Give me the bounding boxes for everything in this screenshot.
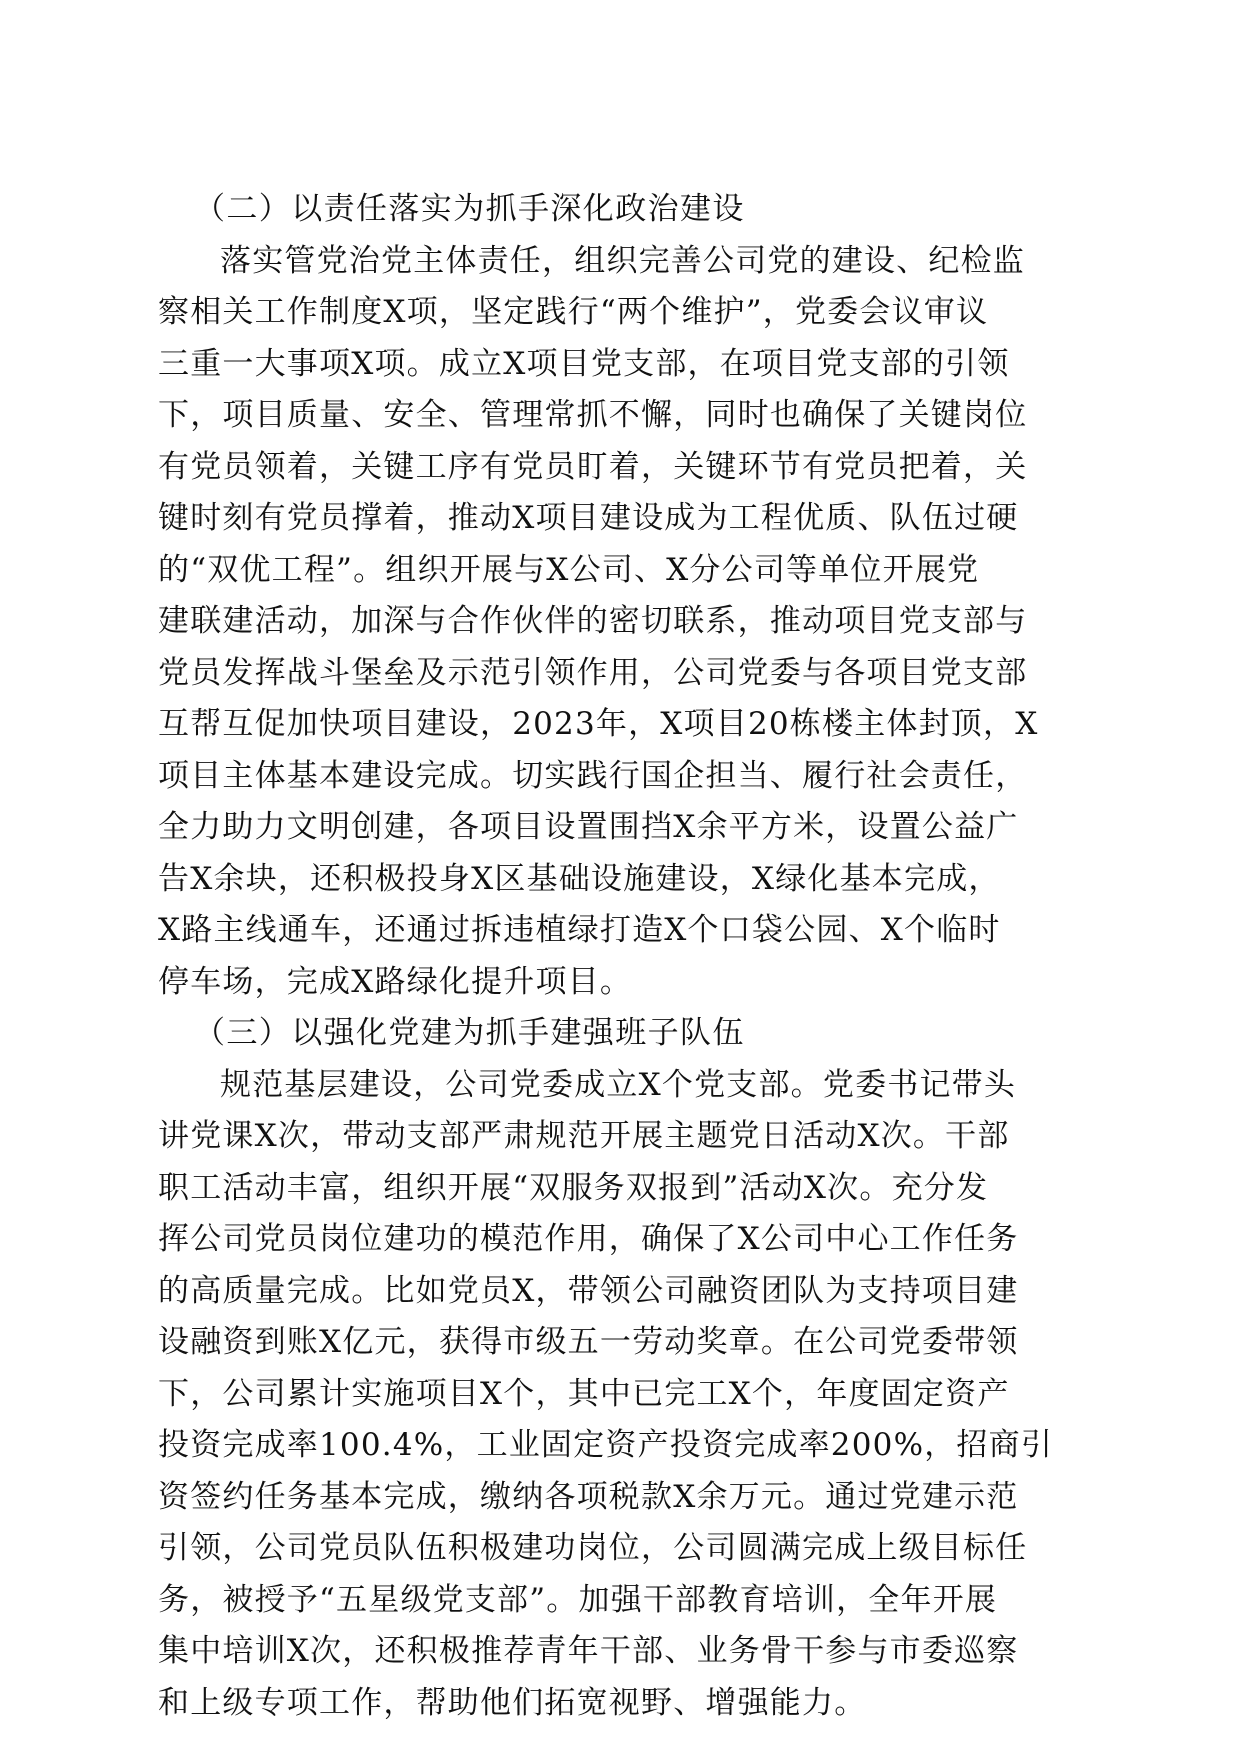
paragraph-line: 讲党课X次，带动支部严肃规范开展主题党日活动X次。干部	[158, 1118, 1010, 1154]
paragraph-line: 引领，公司党员队伍积极建功岗位，公司圆满完成上级目标任	[158, 1530, 1028, 1566]
paragraph-line: 挥公司党员岗位建功的模范作用，确保了X公司中心工作任务	[158, 1221, 1019, 1257]
paragraph-line: 集中培训X次，还积极推荐青年干部、业务骨干参与市委巡察	[158, 1633, 1019, 1669]
paragraph-line: 党员发挥战斗堡垒及示范引领作用，公司党委与各项目党支部	[158, 654, 1028, 691]
paragraph-line: 键时刻有党员撑着，推动X项目建设成为工程优质、队伍过硬	[158, 500, 1019, 536]
paragraph-line: 规范基层建设，公司党委成立X个党支部。党委书记带头	[220, 1066, 1017, 1103]
paragraph-line: 三重一大事项X项。成立X项目党支部，在项目党支部的引领	[158, 345, 1010, 382]
section-2-paragraph	[158, 236, 1078, 1009]
paragraph-line: 告X余块，还积极投身X区基础设施建设，X绿化基本完成，	[158, 860, 1001, 897]
paragraph-line: 停车场，完成X路绿化提升项目。	[158, 963, 633, 1000]
paragraph-line: 资签约任务基本完成，缴纳各项税款X余万元。通过党建示范	[158, 1478, 1019, 1515]
paragraph-line: 投资完成率100.4%，工业固定资产投资完成率200%，招商引	[158, 1427, 1054, 1463]
document-body	[158, 184, 1078, 1729]
section-2-heading: （二）以责任落实为抓手深化政治建设	[194, 191, 745, 227]
paragraph-line: 职工活动丰富，组织开展“双服务双报到”活动X次。充分发	[158, 1169, 989, 1206]
paragraph-line: 的“双优工程”。组织开展与X公司、X分公司等单位开展党	[158, 551, 980, 588]
paragraph-line: 和上级专项工作，帮助他们拓宽视野、增强能力。	[158, 1684, 867, 1721]
paragraph-line: 互帮互促加快项目建设，2023年，X项目20栋楼主体封顶，X	[158, 706, 1039, 742]
paragraph-line: 全力助力文明创建，各项目设置围挡X余平方米，设置公益广	[158, 809, 1019, 845]
paragraph-line: 落实管党治党主体责任，组织完善公司党的建设、纪检监	[220, 242, 1025, 279]
paragraph-line: 察相关工作制度X项，坚定践行“两个维护”，党委会议审议	[158, 294, 989, 330]
paragraph-line: 设融资到账X亿元，获得市级五一劳动奖章。在公司党委带领	[158, 1324, 1019, 1360]
section-3-paragraph	[158, 1060, 1078, 1730]
paragraph-line: 下，项目质量、安全、管理常抓不懈，同时也确保了关键岗位	[158, 397, 1028, 433]
paragraph-line: 务，被授予“五星级党支部”。加强干部教育培训，全年开展	[158, 1581, 998, 1618]
paragraph-line: 下，公司累计实施项目X个，其中已完工X个，年度固定资产	[158, 1375, 1010, 1412]
section-3-heading: （三）以强化党建为抓手建强班子队伍	[194, 1015, 745, 1051]
paragraph-line: X路主线通车，还通过拆违植绿打造X个口袋公园、X个临时	[158, 912, 1001, 948]
paragraph-line: 项目主体基本建设完成。切实践行国企担当、履行社会责任，	[158, 757, 1028, 794]
paragraph-line: 的高质量完成。比如党员X，带领公司融资团队为支持项目建	[158, 1272, 1019, 1309]
paragraph-line: 有党员领着，关键工序有党员盯着，关键环节有党员把着，关	[158, 448, 1028, 485]
paragraph-line: 建联建活动，加深与合作伙伴的密切联系，推动项目党支部与	[158, 603, 1028, 639]
